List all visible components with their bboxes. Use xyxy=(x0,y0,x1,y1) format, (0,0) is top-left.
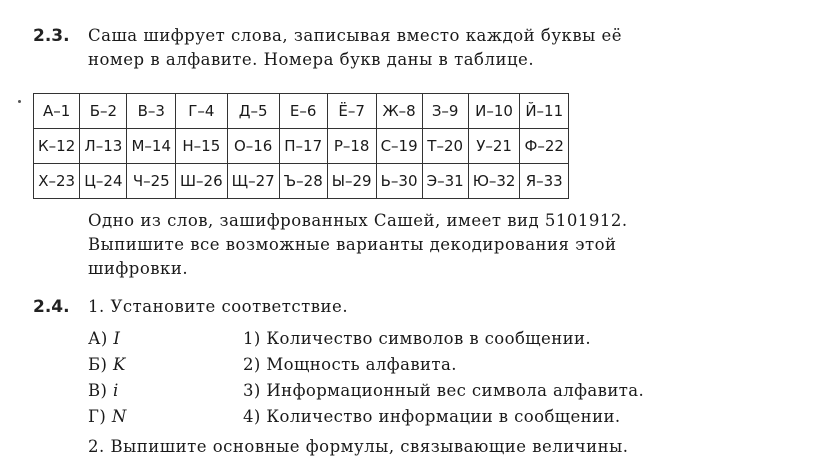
intro-line-1: Саша шифрует слова, записывая вместо каждой буквы её xyxy=(88,26,623,45)
match-left-a xyxy=(88,327,120,351)
intro-line-2: номер в алфавите. Номера букв даны в таблице. xyxy=(88,50,535,69)
match-right-4: 4) Количество информации в сообщении. xyxy=(243,407,621,426)
alphabet-table-cell: П–17 xyxy=(279,129,327,164)
alphabet-table-cell: Л–13 xyxy=(80,129,127,164)
alphabet-table-cell: Э–31 xyxy=(422,164,468,199)
alphabet-table-cell: У–21 xyxy=(468,129,520,164)
match-right-3: 3) Информационный вес символа алфавита. xyxy=(243,381,645,400)
task-2-4-part2: 2. Выпишите основные формулы, связывающие величины. xyxy=(88,437,629,456)
alphabet-table-cell: Ю–32 xyxy=(468,164,520,199)
alphabet-table-cell: И–10 xyxy=(468,94,520,129)
question-line-1: Одно из слов, зашифрованных Сашей, имеет вид 5101912. xyxy=(88,211,628,230)
task-number-2-4: 2.4. xyxy=(33,297,70,317)
match-left-b xyxy=(88,353,126,377)
alphabet-table-cell: Ф–22 xyxy=(520,129,569,164)
alphabet-table-cell: З–9 xyxy=(422,94,468,129)
alphabet-table-row xyxy=(34,94,569,129)
alphabet-table-cell: Х–23 xyxy=(34,164,80,199)
alphabet-table-cell: С–19 xyxy=(376,129,422,164)
alphabet-table-cell: Ы–29 xyxy=(327,164,376,199)
question-line-2: Выпишите все возможные варианты декодирования этой xyxy=(88,235,617,254)
match-label: Г) xyxy=(88,407,107,426)
question-line-3: шифровки. xyxy=(88,259,189,278)
match-left-v xyxy=(88,379,119,403)
match-label: Б) xyxy=(88,355,108,374)
task-number-2-3: 2.3. xyxy=(33,26,70,46)
alphabet-table-cell: Ш–26 xyxy=(176,164,228,199)
alphabet-table-cell: Ь–30 xyxy=(376,164,422,199)
alphabet-table-cell: Ъ–28 xyxy=(279,164,327,199)
alphabet-table-cell: А–1 xyxy=(34,94,80,129)
alphabet-table-cell: Е–6 xyxy=(279,94,327,129)
alphabet-table-cell: Ч–25 xyxy=(127,164,176,199)
match-variable: K xyxy=(113,355,126,374)
alphabet-table-cell: М–14 xyxy=(127,129,176,164)
alphabet-table-cell: Б–2 xyxy=(80,94,127,129)
match-variable: I xyxy=(113,329,121,348)
alphabet-table-cell: Й–11 xyxy=(520,94,569,129)
match-left-g xyxy=(88,405,127,429)
decorative-dot xyxy=(18,100,21,103)
match-label: В) xyxy=(88,381,108,400)
task-2-3-question xyxy=(88,209,728,281)
task-2-3-intro xyxy=(88,24,728,72)
task-2-4-part1: 1. Установите соответствие. xyxy=(88,297,349,316)
alphabet-table-row xyxy=(34,129,569,164)
match-right-2: 2) Мощность алфавита. xyxy=(243,355,457,374)
alphabet-table-cell: Р–18 xyxy=(327,129,376,164)
alphabet-table-cell: Ц–24 xyxy=(80,164,127,199)
match-variable: i xyxy=(113,381,119,400)
match-label: А) xyxy=(88,329,108,348)
alphabet-table-cell: Ж–8 xyxy=(376,94,422,129)
alphabet-number-table xyxy=(33,93,569,199)
alphabet-table-cell: Г–4 xyxy=(176,94,228,129)
alphabet-table-cell: Ё–7 xyxy=(327,94,376,129)
alphabet-table-cell: К–12 xyxy=(34,129,80,164)
match-variable: N xyxy=(111,407,127,426)
alphabet-table-cell: Щ–27 xyxy=(227,164,279,199)
alphabet-table-cell: Т–20 xyxy=(422,129,468,164)
alphabet-table-cell: Д–5 xyxy=(227,94,279,129)
alphabet-table-cell: В–3 xyxy=(127,94,176,129)
alphabet-table-cell: О–16 xyxy=(227,129,279,164)
alphabet-table-cell: Н–15 xyxy=(176,129,228,164)
alphabet-table-cell: Я–33 xyxy=(520,164,569,199)
match-right-1: 1) Количество символов в сообщении. xyxy=(243,329,592,348)
alphabet-table-row xyxy=(34,164,569,199)
